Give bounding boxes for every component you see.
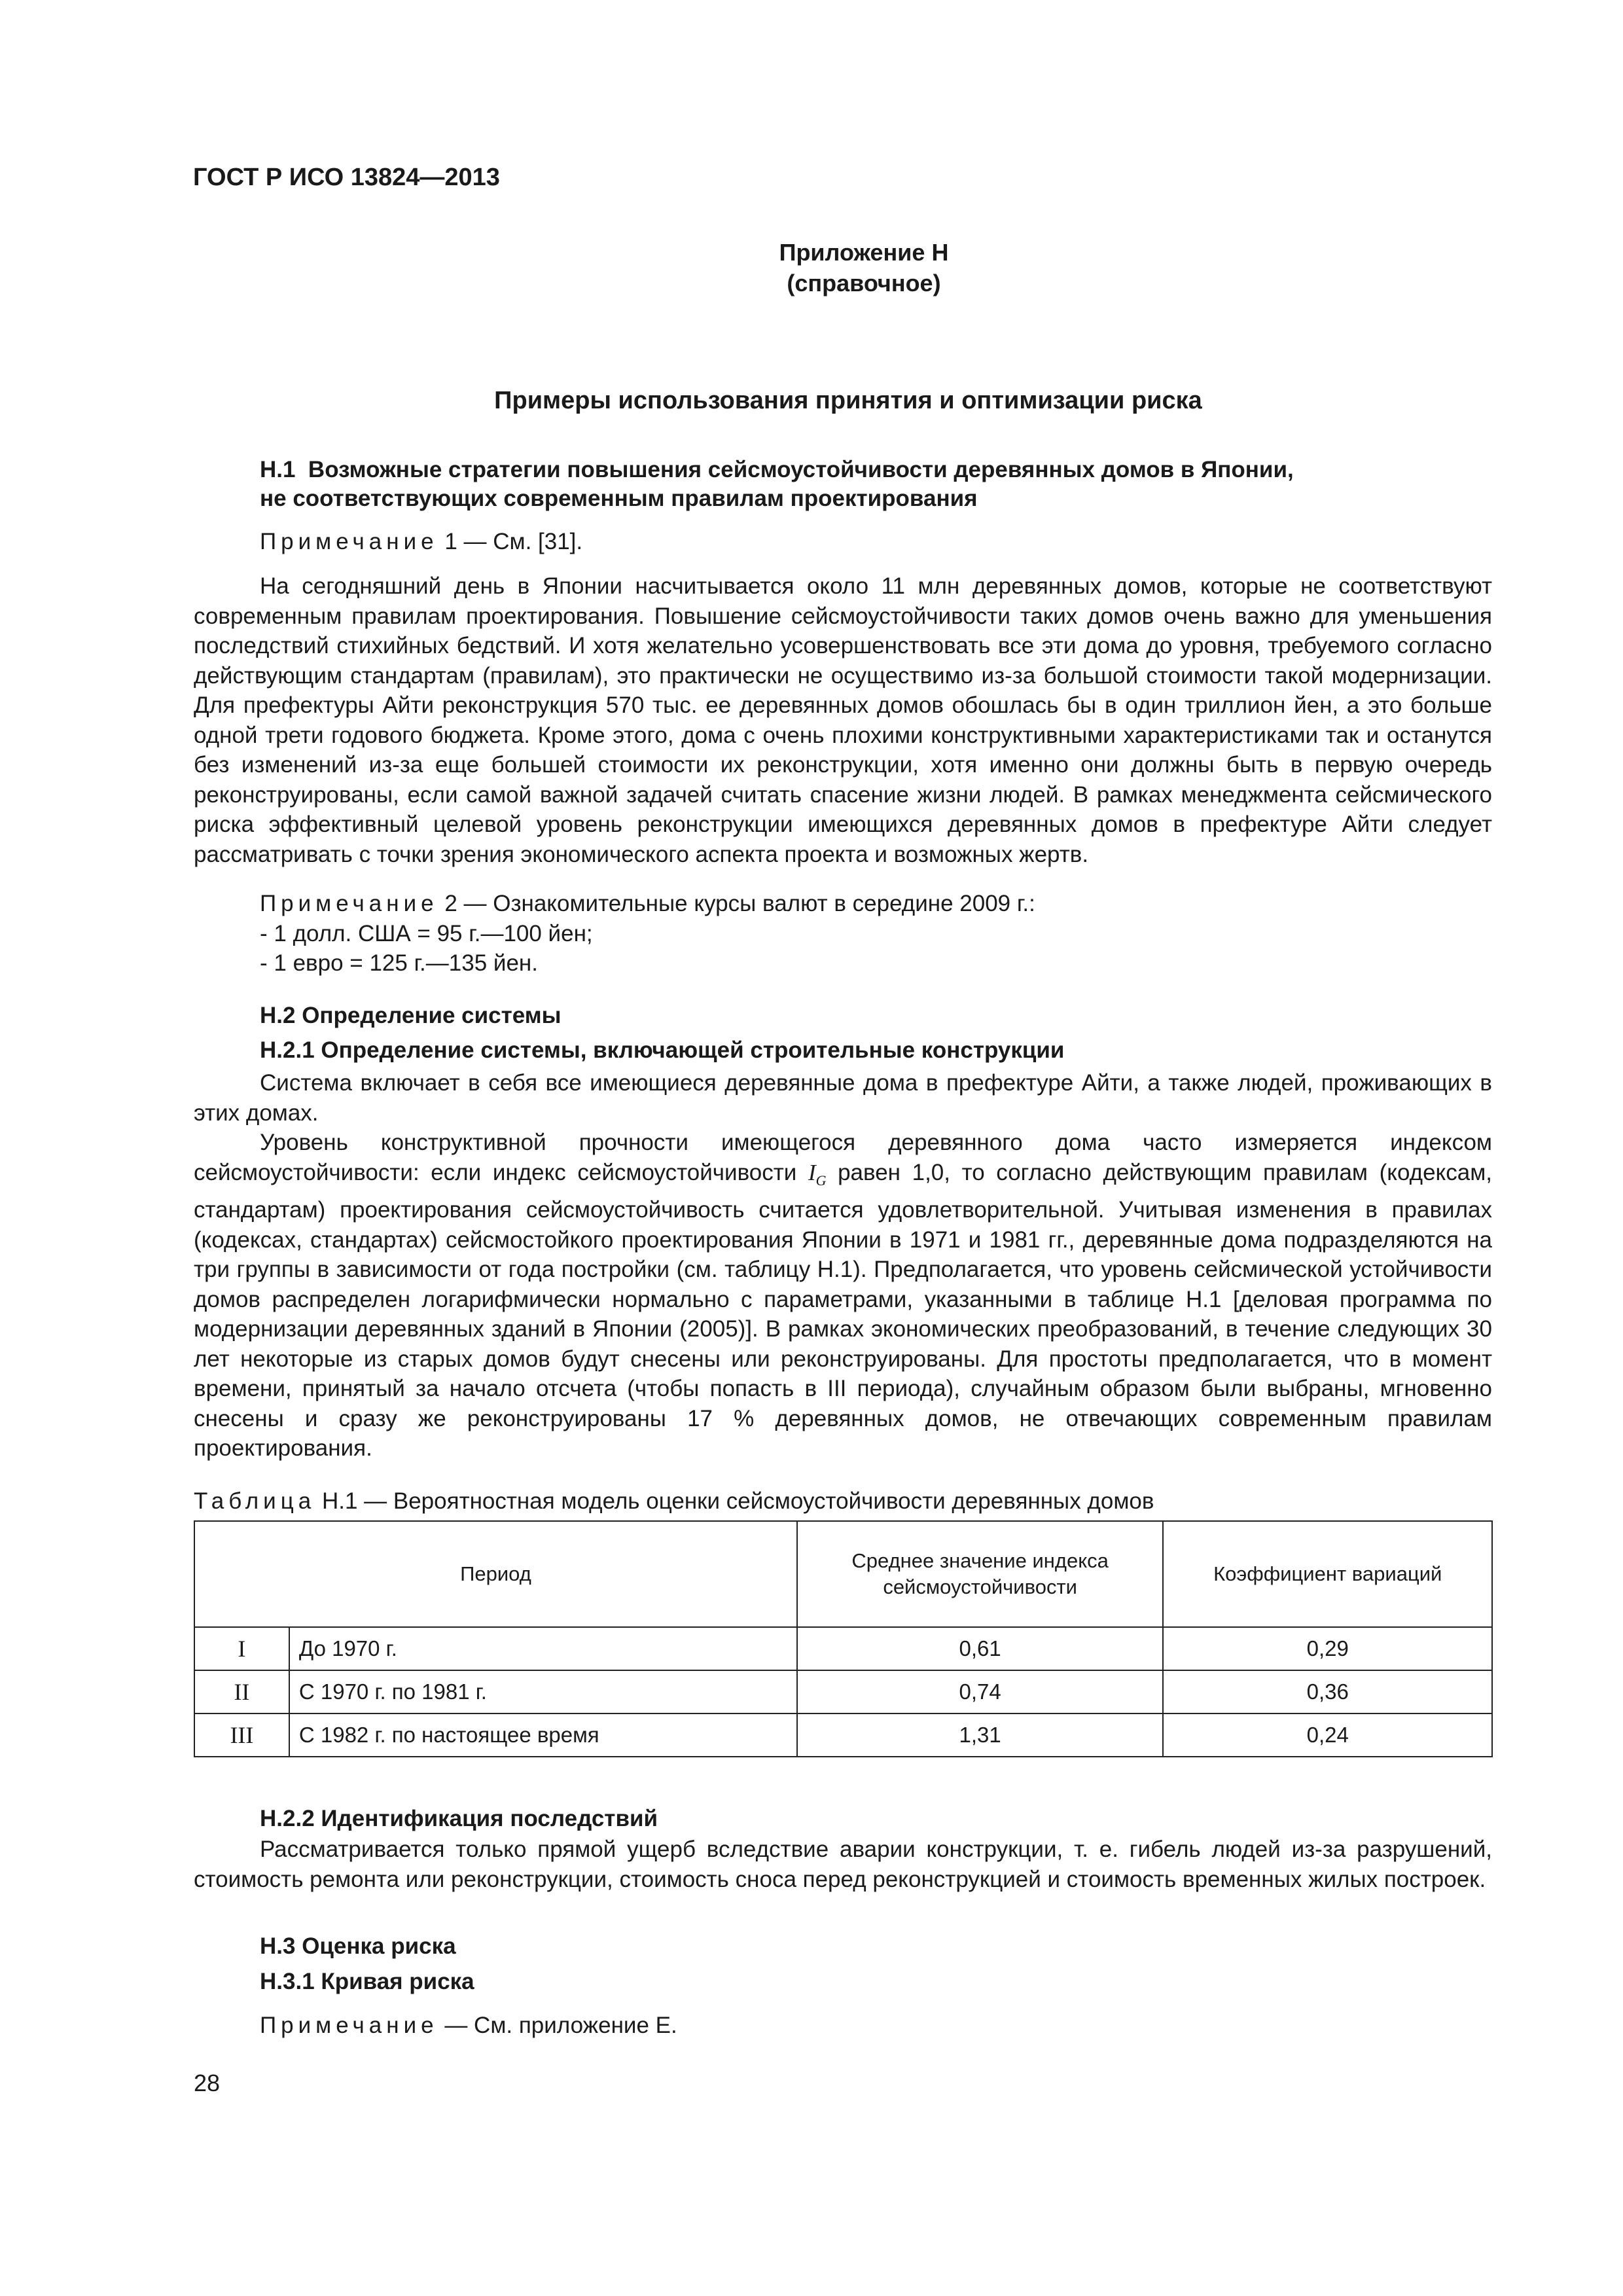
table-caption [194,1486,1154,1516]
paragraph-text-part1: Уровень конструктивной прочности имеющегося деревянного дома часто измеряется индексом сейсмоустойчивости: если индекс сейсмоустойчивости [194,1130,1492,1185]
paragraph-text: Рассматривается только прямой ущерб вследствие аварии конструкции, т. е. гибель людей из-за разрушений, стоимость ремонта или реконструкции, стоимость сноса перед реконструкцией и стоимость временных жилых построек. [194,1837,1492,1892]
period-roman: I [194,1627,289,1670]
seismic-index-symbol: $I_G$ [808,1159,827,1189]
note-3 [260,2011,1490,2041]
note-label: Примечание [260,2013,438,2038]
header-mean-index: Среднее значение индекса сейсмоустойчивости [797,1521,1164,1627]
note-label: Примечание [260,529,438,554]
appendix-line: Приложение Н [779,239,949,266]
section-heading-h31: Н.3.1 Кривая риска [260,1969,474,1994]
paragraph-2 [194,1068,1492,1128]
table-row [194,1670,1492,1713]
table-caption-text: Н.1 — Вероятностная модель оценки сейсмоустойчивости деревянных домов [315,1488,1154,1514]
note-rate-usd: - 1 долл. США = 95 г.—100 йен; [260,920,593,946]
variation-value: 0,36 [1163,1670,1492,1713]
table-row [194,1713,1492,1757]
mean-value: 0,74 [797,1670,1164,1713]
paragraph-text: На сегодняшний день в Японии насчитывается около 11 млн деревянных домов, которые не соответствуют современным правилам проектирования. Повышение сейсмоустойчивости таких домов очень важно для уменьшения последствий стихийных бедствий. И хотя желательно усовершенствовать все эти дома до уровня, требуемого согласно действующим стандартам (правилам), это практически не осуществимо из-за большой стоимости такой модернизации. Для префектуры Айти реконструкция 570 тыс. ее деревянных домов обошлась бы в один триллион йен, а это больше одной трети годового бюджета. Кроме этого, дома с очень плохими конструктивными характеристиками так и останутся без изменений из-за еще большей стоимости их реконструкции, хотя именно они должны быть в первую очередь реконструированы, если самой важной задачей считать спасение жизни людей. В рамках менеджмента сейсмического риска эффективный целевой уровень реконструкции имеющихся деревянных домов в префектуре Айти следует рассматривать с точки зрения экономического аспекта проекта и возможных жертв. [194,573,1492,867]
note-text: — См. приложение Е. [438,2013,677,2038]
appendix-label [694,237,1034,298]
paragraph-text-part2: равен 1,0, то согласно действующим правилам (кодексам, стандартам) проектирования сейсмоустойчивость считается удовлетворительной. Учитывая изменения в правилах (кодексах, стандартах) сейсмостойкого проектирования Японии в 1971 и 1981 гг., деревянные дома подразделяются на три группы в зависимости от года постройки (см. таблицу Н.1). Предполагается, что уровень сейсмической устойчивости домов распределен логарифмически нормально с параметрами, указанными в таблице Н.1 [деловая программа по модернизации деревянных зданий в Японии (2005)]. В рамках экономических преобразований, в течение следующих 30 лет некоторые из старых домов будут снесены или реконструированы. Для простоты предполагается, что в момент времени, принятый за начало отсчета (чтобы попасть в III периода), случайным образом были выбраны, мгновенно снесены и сразу же реконструированы 17 % деревянных домов, не отвечающих современным правилам проектирования. [194,1159,1492,1461]
paragraph-1 [194,571,1492,869]
page-number: 28 [194,2070,221,2096]
period-range: С 1982 г. по настоящее время [289,1713,797,1757]
section-title-line1: Возможные стратегии повышения сейсмоустойчивости деревянных домов в Японии, [308,457,1294,482]
section-heading-h1 [260,456,1503,513]
period-roman: II [194,1670,289,1713]
section-heading-h2: Н.2 Определение системы [260,1003,562,1028]
period-range: С 1970 г. по 1981 г. [289,1670,797,1713]
paragraph-4 [194,1835,1492,1894]
section-heading-h22: Н.2.2 Идентификация последствий [260,1806,658,1831]
note-rate-eur: - 1 евро = 125 г.—135 йен. [260,950,538,976]
period-range: До 1970 г. [289,1627,797,1670]
mean-value: 0,61 [797,1627,1164,1670]
header-period: Период [194,1521,797,1627]
section-heading-h3: Н.3 Оценка риска [260,1933,456,1959]
appendix-type: (справочное) [787,270,941,296]
note-1 [260,527,1490,557]
section-heading-h21: Н.2.1 Определение системы, включающей строительные конструкции [260,1037,1065,1063]
table-caption-label: Таблица [194,1488,316,1514]
seismic-model-table [194,1520,1493,1757]
note-text: 2 — Ознакомительные курсы валют в середине 2009 г.: [438,891,1035,916]
appendix-title: Примеры использования принятия и оптимизации риска [494,387,1202,414]
note-label: Примечание [260,891,438,916]
note-text: 1 — См. [31]. [438,529,583,554]
section-title-line2: не соответствующих современным правилам проектирования [260,486,978,511]
note-2 [260,889,1490,978]
paragraph-text: Система включает в себя все имеющиеся деревянные дома в префектуре Айти, а также людей, проживающих в этих домах. [194,1070,1492,1126]
period-roman: III [194,1713,289,1757]
mean-value: 1,31 [797,1713,1164,1757]
section-number: Н.1 [260,457,296,482]
table-row [194,1627,1492,1670]
header-variation-coefficient: Коэффициент вариаций [1163,1521,1492,1627]
document-header: ГОСТ Р ИСО 13824—2013 [193,164,500,191]
variation-value: 0,24 [1163,1713,1492,1757]
table-header-row [194,1521,1492,1627]
paragraph-3 [194,1128,1492,1463]
variation-value: 0,29 [1163,1627,1492,1670]
